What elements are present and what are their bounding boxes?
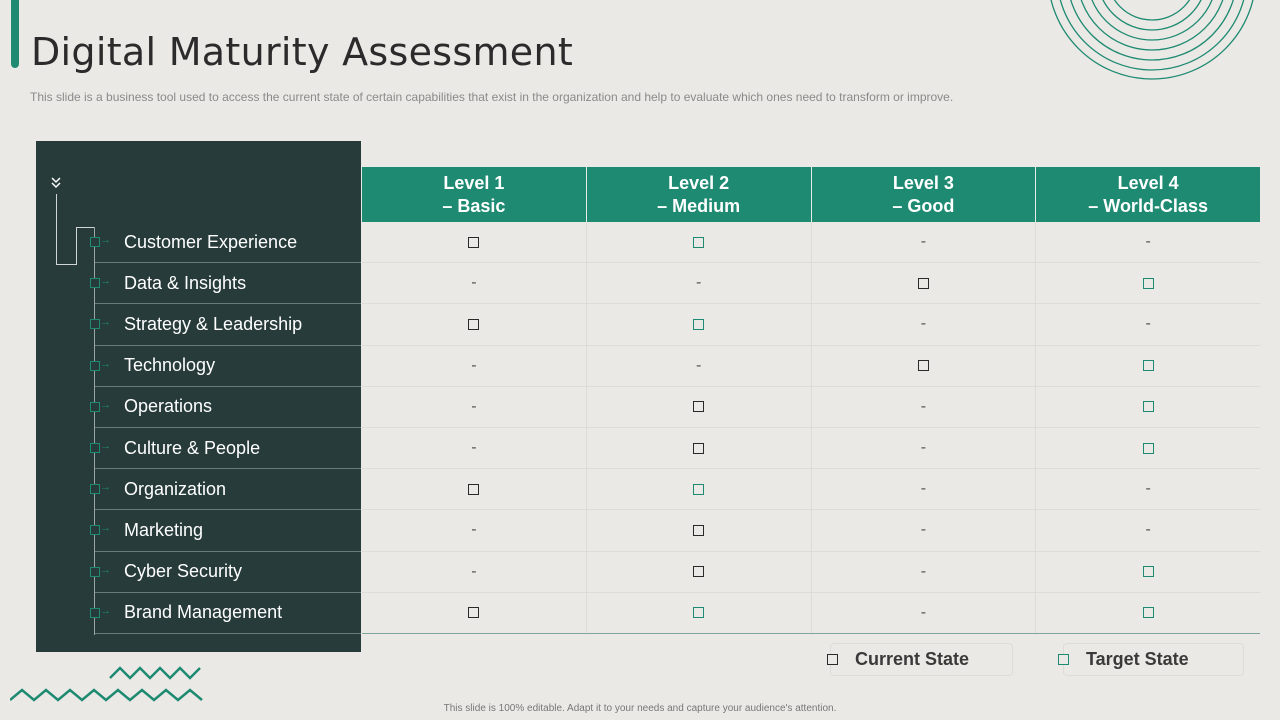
table-row [362, 593, 1260, 634]
table-cell [1036, 469, 1260, 509]
level-header-title: Level 1 [443, 172, 505, 193]
maturity-table [362, 167, 1260, 621]
capability-label: Brand Management [124, 602, 283, 623]
table-cell [1036, 346, 1260, 386]
table-cell [587, 387, 812, 427]
table-cell [587, 346, 812, 386]
capability-label: Customer Experience [124, 231, 298, 252]
capability-row [95, 222, 361, 263]
target-state-square-icon [1143, 360, 1154, 371]
table-cell [812, 510, 1037, 550]
table-cell [1036, 552, 1260, 592]
table-cell [812, 222, 1037, 262]
page-subtitle: This slide is a business tool used to access the current state of certain capabilities that exist in the organization and help to evaluate which ones need to transform or improve. [30, 90, 954, 104]
tree-node-icon [90, 484, 100, 494]
level-header-4 [1036, 167, 1260, 222]
table-cell [812, 552, 1037, 592]
table-cell [362, 428, 587, 468]
table-cell [587, 428, 812, 468]
empty-cell-dash: - [695, 356, 702, 374]
level-header-1 [362, 167, 587, 222]
capability-label: Technology [124, 355, 216, 376]
capability-row [95, 387, 361, 428]
empty-cell-dash: - [1145, 233, 1151, 251]
title-accent-bar [11, 0, 19, 68]
arrow-right-icon: → [100, 481, 111, 494]
target-state-square-icon [1058, 654, 1069, 665]
tree-connector [56, 194, 57, 264]
table-row [362, 428, 1260, 469]
arrow-right-icon: → [100, 316, 111, 329]
empty-cell-dash: - [695, 274, 702, 292]
current-state-square-icon [693, 443, 704, 454]
tree-node-icon [90, 237, 100, 247]
capability-label: Culture & People [124, 437, 261, 458]
current-state-square-icon [468, 237, 479, 248]
table-cell [362, 346, 587, 386]
capability-label: Data & Insights [124, 272, 247, 293]
level-header-title: Level 4 [1117, 172, 1179, 193]
table-cell [1036, 304, 1260, 344]
table-cell [587, 304, 812, 344]
table-cell [1036, 593, 1260, 633]
table-cell [362, 552, 587, 592]
empty-cell-dash: - [471, 274, 477, 292]
empty-cell-dash: - [471, 356, 477, 374]
table-cell [587, 469, 812, 509]
table-body [362, 222, 1260, 634]
table-cell [587, 222, 812, 262]
empty-cell-dash: - [920, 397, 927, 415]
table-cell [812, 428, 1037, 468]
table-row [362, 387, 1260, 428]
capability-list [95, 222, 361, 634]
arrow-right-icon: → [100, 522, 111, 535]
arrow-right-icon: → [100, 439, 111, 452]
level-header-subtitle: – Medium [657, 195, 741, 216]
legend-target-label: Target State [1086, 649, 1189, 669]
legend-current [830, 643, 1013, 676]
target-state-square-icon [693, 319, 704, 330]
empty-cell-dash: - [920, 480, 927, 498]
arrow-right-icon: → [100, 604, 111, 617]
table-cell [362, 469, 587, 509]
table-row [362, 263, 1260, 304]
target-state-square-icon [1143, 443, 1154, 454]
current-state-square-icon [693, 401, 704, 412]
footer-note: This slide is 100% editable. Adapt it to your needs and capture your audience's attention. [443, 703, 837, 714]
legend-current-label: Current State [855, 649, 970, 669]
chevron-down-icon [50, 176, 64, 194]
table-cell [587, 510, 812, 550]
tree-node-icon [90, 567, 100, 577]
tree-node-icon [90, 608, 100, 618]
table-header [362, 167, 1260, 222]
empty-cell-dash: - [1145, 521, 1151, 539]
capability-row [95, 428, 361, 469]
empty-cell-dash: - [920, 233, 927, 251]
target-state-square-icon [1143, 401, 1154, 412]
target-state-square-icon [693, 484, 704, 495]
arrow-right-icon: → [100, 357, 111, 370]
current-state-square-icon [468, 319, 479, 330]
capability-label: Marketing [124, 519, 204, 540]
current-state-square-icon [918, 360, 929, 371]
empty-cell-dash: - [471, 397, 477, 415]
capability-label: Strategy & Leadership [124, 313, 303, 334]
tree-node-icon [90, 278, 100, 288]
capability-row [95, 304, 361, 345]
capability-row [95, 552, 361, 593]
table-cell [362, 304, 587, 344]
arrow-right-icon: → [100, 563, 111, 576]
table-cell [362, 387, 587, 427]
tree-node-icon [90, 443, 100, 453]
arrow-right-icon: → [100, 398, 111, 411]
page-title: Digital Maturity Assessment [31, 30, 574, 74]
current-state-square-icon [693, 566, 704, 577]
tree-node-icon [90, 525, 100, 535]
empty-cell-dash: - [920, 603, 927, 621]
empty-cell-dash: - [1145, 315, 1151, 333]
table-row [362, 510, 1260, 551]
level-header-title: Level 2 [668, 172, 730, 193]
table-row [362, 304, 1260, 345]
table-cell [362, 510, 587, 550]
capability-row [95, 469, 361, 510]
level-header-subtitle: – Good [892, 195, 955, 216]
table-cell [587, 593, 812, 633]
table-row [362, 469, 1260, 510]
capability-label: Operations [124, 396, 213, 417]
capability-label: Cyber Security [124, 561, 243, 582]
level-header-subtitle: – Basic [442, 195, 506, 216]
tree-node-icon [90, 402, 100, 412]
empty-cell-dash: - [471, 439, 477, 457]
table-cell [812, 387, 1037, 427]
level-header-title: Level 3 [892, 172, 954, 193]
empty-cell-dash: - [471, 562, 477, 580]
decorative-circles [1045, 0, 1260, 80]
empty-cell-dash: - [920, 315, 927, 333]
table-cell [587, 263, 812, 303]
current-state-square-icon [693, 525, 704, 536]
table-cell [812, 346, 1037, 386]
target-state-square-icon [1143, 278, 1154, 289]
target-state-square-icon [1143, 607, 1154, 618]
capability-label: Organization [124, 478, 227, 499]
table-row [362, 552, 1260, 593]
table-cell [1036, 428, 1260, 468]
empty-cell-dash: - [1145, 480, 1151, 498]
capability-row [95, 263, 361, 304]
empty-cell-dash: - [920, 439, 927, 457]
table-cell [812, 304, 1037, 344]
tree-node-icon [90, 319, 100, 329]
table-cell [362, 222, 587, 262]
current-state-square-icon [918, 278, 929, 289]
capability-row [95, 346, 361, 387]
table-row [362, 222, 1260, 263]
current-state-square-icon [468, 484, 479, 495]
level-header-2 [587, 167, 812, 222]
table-cell [1036, 387, 1260, 427]
target-state-square-icon [1143, 566, 1154, 577]
table-cell [812, 593, 1037, 633]
tree-connector [76, 227, 77, 265]
current-state-square-icon [827, 654, 838, 665]
empty-cell-dash: - [920, 562, 927, 580]
table-cell [1036, 222, 1260, 262]
target-state-square-icon [693, 607, 704, 618]
table-cell [362, 593, 587, 633]
arrow-right-icon: → [100, 275, 111, 288]
table-cell [362, 263, 587, 303]
capability-row [95, 510, 361, 551]
tree-node-icon [90, 361, 100, 371]
target-state-square-icon [693, 237, 704, 248]
table-cell [812, 263, 1037, 303]
table-cell [1036, 510, 1260, 550]
table-cell [812, 469, 1037, 509]
level-header-3 [812, 167, 1037, 222]
table-row [362, 346, 1260, 387]
table-cell [587, 552, 812, 592]
empty-cell-dash: - [471, 521, 477, 539]
legend-target [1063, 643, 1244, 676]
level-header-subtitle: – World-Class [1088, 195, 1208, 216]
tree-connector [56, 264, 76, 265]
table-cell [1036, 263, 1260, 303]
current-state-square-icon [468, 607, 479, 618]
empty-cell-dash: - [920, 521, 927, 539]
tree-connector [76, 227, 95, 228]
capability-row [95, 593, 361, 634]
arrow-right-icon: → [100, 234, 111, 246]
